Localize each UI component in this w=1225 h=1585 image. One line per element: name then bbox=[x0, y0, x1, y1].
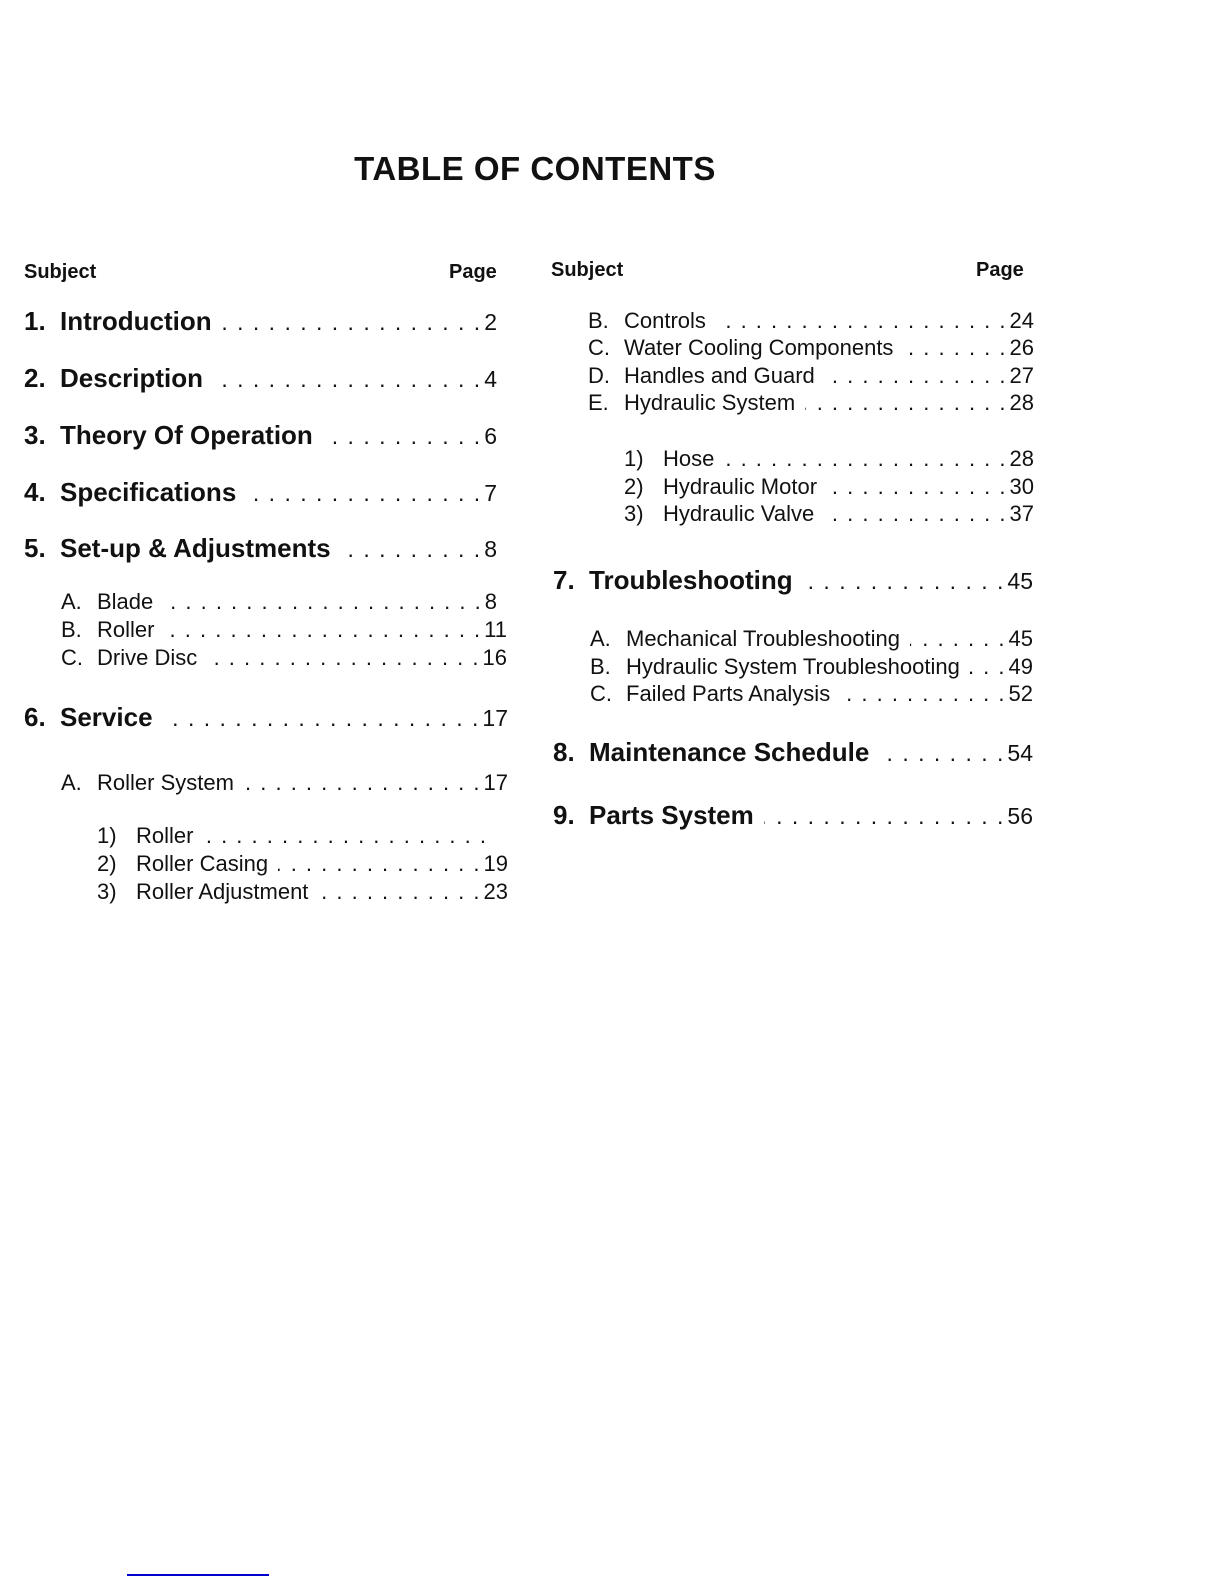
entry-label: Handles and Guard bbox=[624, 363, 815, 389]
entry-label: Description bbox=[60, 362, 204, 393]
leader-dots bbox=[244, 770, 480, 796]
entry-page: 23 bbox=[483, 879, 508, 905]
entry-page: 30 bbox=[1009, 474, 1034, 500]
entry-page: 2 bbox=[484, 308, 497, 335]
entry-label: Roller Adjustment bbox=[136, 879, 309, 905]
entry-page: 11 bbox=[484, 617, 507, 643]
entry-label: Roller Casing bbox=[136, 851, 269, 877]
entry-number: 8. bbox=[553, 736, 575, 767]
leader-dots bbox=[827, 474, 1005, 500]
entry-number: C. bbox=[590, 681, 612, 707]
entry-page: 37 bbox=[1009, 501, 1034, 527]
entry-page: 26 bbox=[1009, 335, 1034, 361]
entry-label: Hose bbox=[663, 446, 715, 472]
entry-page: 7 bbox=[484, 479, 497, 506]
entry-page: 54 bbox=[1007, 739, 1033, 766]
leader-dots bbox=[222, 309, 481, 336]
entry-label: Hydraulic System Troubleshooting bbox=[626, 654, 960, 680]
leader-dots bbox=[164, 617, 480, 643]
entry-number: A. bbox=[590, 626, 611, 652]
entry-label: Roller bbox=[97, 617, 155, 643]
leader-dots bbox=[323, 423, 480, 450]
entry-number: 2. bbox=[24, 362, 46, 393]
toc-entry[interactable] bbox=[553, 565, 1033, 596]
leader-dots bbox=[910, 626, 1005, 652]
entry-label: Set-up & Adjustments bbox=[60, 532, 331, 563]
entry-number: 1. bbox=[24, 305, 46, 336]
leader-dots bbox=[163, 589, 480, 615]
entry-page: 17 bbox=[482, 704, 508, 731]
entry-label: Introduction bbox=[60, 305, 212, 336]
leader-dots bbox=[318, 879, 479, 905]
entry-number: 9. bbox=[553, 799, 575, 830]
entry-label: Hydraulic System bbox=[624, 390, 796, 416]
entry-label: Specifications bbox=[60, 476, 237, 507]
entry-number: 5. bbox=[24, 532, 46, 563]
entry-label: Failed Parts Analysis bbox=[626, 681, 831, 707]
toc-entry[interactable] bbox=[97, 823, 490, 849]
toc-entry[interactable] bbox=[61, 617, 507, 643]
toc-entry[interactable] bbox=[61, 589, 497, 615]
entry-page: 27 bbox=[1009, 363, 1034, 389]
entry-number: 4. bbox=[24, 476, 46, 507]
entry-page: 17 bbox=[483, 770, 508, 796]
entry-number: 3) bbox=[97, 879, 117, 905]
leader-dots bbox=[213, 366, 480, 393]
leader-dots bbox=[803, 568, 1004, 595]
entry-label: Drive Disc bbox=[97, 645, 198, 671]
entry-number: D. bbox=[588, 363, 610, 389]
leader-dots bbox=[278, 851, 479, 877]
entry-label: Water Cooling Components bbox=[624, 335, 894, 361]
toc-entry[interactable] bbox=[24, 363, 497, 394]
leader-dots bbox=[879, 740, 1003, 767]
entry-number: E. bbox=[588, 390, 609, 416]
entry-page: 24 bbox=[1009, 308, 1034, 334]
toc-entry[interactable] bbox=[97, 851, 508, 877]
toc-entry[interactable] bbox=[61, 645, 507, 671]
entry-page: 56 bbox=[1007, 802, 1033, 829]
entry-label: Roller bbox=[136, 823, 194, 849]
toc-entry[interactable] bbox=[553, 737, 1033, 768]
left-page-header: Page bbox=[449, 261, 497, 283]
leader-dots bbox=[207, 645, 478, 671]
footer-rule bbox=[127, 1574, 269, 1576]
toc-entry[interactable] bbox=[24, 420, 497, 451]
entry-label: Hydraulic Motor bbox=[663, 474, 818, 500]
toc-entry[interactable] bbox=[624, 446, 1034, 472]
toc-entry[interactable] bbox=[588, 390, 1034, 416]
left-subject-header: Subject bbox=[24, 261, 97, 283]
leader-dots bbox=[805, 390, 1005, 416]
leader-dots bbox=[970, 654, 1005, 680]
entry-page: 6 bbox=[484, 422, 497, 449]
leader-dots bbox=[825, 363, 1006, 389]
entry-page: 8 bbox=[484, 535, 497, 562]
entry-label: Roller System bbox=[97, 770, 234, 796]
toc-entry[interactable] bbox=[24, 477, 497, 508]
leader-dots bbox=[724, 446, 1005, 472]
toc-entry[interactable] bbox=[624, 474, 1034, 500]
leader-dots bbox=[246, 480, 480, 507]
entry-number: 3. bbox=[24, 419, 46, 450]
entry-page: 52 bbox=[1008, 681, 1033, 707]
entry-page: 45 bbox=[1007, 567, 1033, 594]
entry-label: Theory Of Operation bbox=[60, 419, 313, 450]
toc-entry[interactable] bbox=[97, 879, 508, 905]
entry-number: B. bbox=[61, 617, 82, 643]
toc-entry[interactable] bbox=[590, 654, 1033, 680]
entry-number: 1) bbox=[624, 446, 644, 472]
entry-number: 2) bbox=[624, 474, 644, 500]
toc-entry[interactable] bbox=[24, 702, 508, 733]
entry-number: 2) bbox=[97, 851, 117, 877]
entry-page: 45 bbox=[1008, 626, 1033, 652]
page-title: TABLE OF CONTENTS bbox=[354, 150, 716, 187]
toc-entry[interactable] bbox=[588, 308, 1034, 334]
toc-entry[interactable] bbox=[553, 800, 1033, 831]
entry-number: C. bbox=[61, 645, 83, 671]
entry-number: B. bbox=[588, 308, 609, 334]
toc-entry[interactable] bbox=[590, 626, 1033, 652]
entry-label: Service bbox=[60, 701, 153, 732]
leader-dots bbox=[716, 308, 1006, 334]
entry-label: Blade bbox=[97, 589, 154, 615]
toc-entry[interactable] bbox=[588, 363, 1034, 389]
entry-number: 7. bbox=[553, 564, 575, 595]
toc-entry[interactable] bbox=[24, 306, 497, 337]
toc-entry[interactable] bbox=[24, 533, 497, 564]
entry-page: 28 bbox=[1009, 390, 1034, 416]
entry-number: 1) bbox=[97, 823, 117, 849]
toc-entry[interactable] bbox=[590, 681, 1033, 707]
entry-label: Parts System bbox=[589, 799, 754, 830]
toc-entry[interactable] bbox=[588, 335, 1034, 361]
entry-page: 4 bbox=[484, 365, 497, 392]
entry-page: 16 bbox=[482, 645, 507, 671]
entry-page: 8 bbox=[484, 589, 497, 615]
entry-page: 19 bbox=[483, 851, 508, 877]
entry-label: Maintenance Schedule bbox=[589, 736, 870, 767]
entry-number: A. bbox=[61, 589, 82, 615]
leader-dots bbox=[163, 705, 479, 732]
entry-page: 49 bbox=[1008, 654, 1033, 680]
right-subject-header: Subject bbox=[551, 259, 624, 281]
entry-label: Troubleshooting bbox=[589, 564, 793, 595]
entry-number: 3) bbox=[624, 501, 644, 527]
entry-label: Mechanical Troubleshooting bbox=[626, 626, 900, 652]
leader-dots bbox=[840, 681, 1004, 707]
leader-dots bbox=[203, 823, 486, 849]
leader-dots bbox=[341, 536, 481, 563]
leader-dots bbox=[764, 803, 1004, 830]
entry-number: A. bbox=[61, 770, 82, 796]
entry-number: C. bbox=[588, 335, 610, 361]
entry-label: Controls bbox=[624, 308, 706, 334]
toc-entry[interactable] bbox=[624, 501, 1034, 527]
leader-dots bbox=[824, 501, 1005, 527]
leader-dots bbox=[903, 335, 1005, 361]
entry-label: Hydraulic Valve bbox=[663, 501, 815, 527]
entry-number: B. bbox=[590, 654, 611, 680]
entry-page: 28 bbox=[1009, 446, 1034, 472]
right-page-header: Page bbox=[976, 259, 1024, 281]
entry-number: 6. bbox=[24, 701, 46, 732]
toc-entry[interactable] bbox=[61, 770, 508, 796]
